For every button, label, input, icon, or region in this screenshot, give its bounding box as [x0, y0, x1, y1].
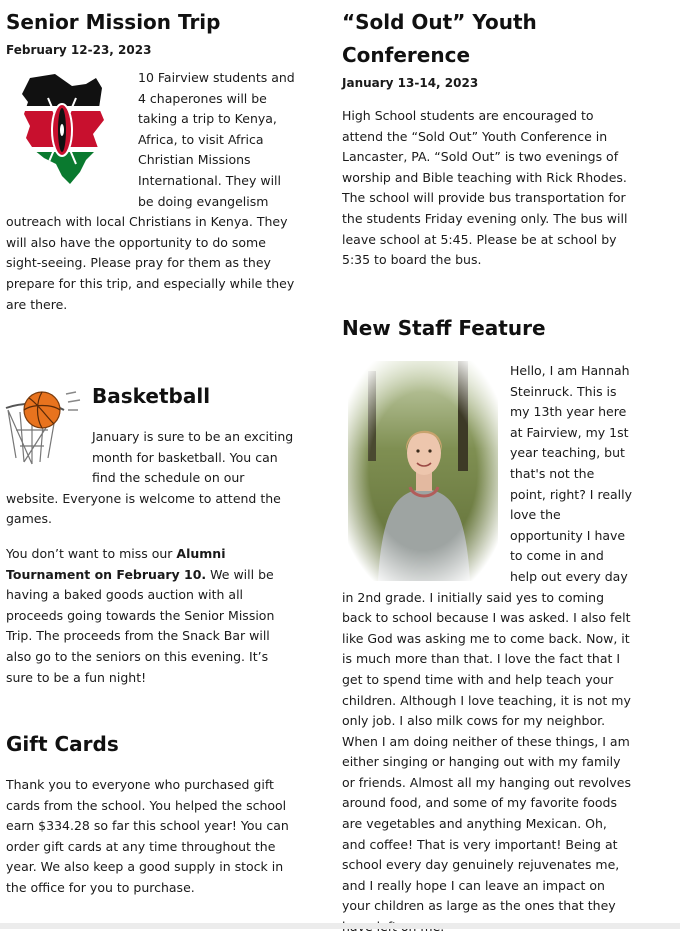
conference-date: January 13-14, 2023 [342, 76, 479, 90]
staff-title: New Staff Feature [342, 316, 546, 340]
kenya-flag-map-icon [0, 68, 138, 198]
basketball-section [6, 380, 298, 688]
mission-date: February 12-23, 2023 [6, 43, 152, 57]
basketball-body-1: January is sure to be an exciting month for basketball. You can find the schedule on our website. Everyone is welcome to attend the games. [6, 429, 294, 527]
page-bottom-edge [0, 923, 680, 929]
giftcards-body: Thank you to everyone who purchased gift cards from the school. You helped the school earn $334.28 so far this school year! You can order gift cards at any time throughout the year. We also keep a good supply in stock in the office for you to purchase. [6, 777, 289, 895]
conference-title: “Sold Out” Youth Conference [342, 10, 537, 67]
basketball-hoop-icon [2, 380, 92, 470]
conference-body: High School students are encouraged to attend the “Sold Out” Youth Conference in Lancaster, PA. “Sold Out” is two evenings of worship and Bible teaching with Rick Rhodes. The school will provide bus transportation for the students Friday evening only. The bus will leave school at 5:45. Please be at school by 5:35 to board the bus. [342, 108, 628, 268]
alumni-tournament-highlight: Alumni Tournament on February 10. [6, 545, 226, 582]
basketball-title: Basketball [92, 384, 211, 408]
senior-mission-section [6, 6, 298, 315]
staff-portrait-photo [348, 361, 498, 581]
staff-section [342, 312, 634, 938]
mission-title: Senior Mission Trip [6, 10, 221, 34]
mission-body: 10 Fairview students and 4 chaperones will be taking a trip to Kenya, Africa, to visit Africa Christian Missions International. They will be doing evangelism outreach with local Christians in Kenya. They will also have the opportunity to do some sight-seeing. Please pray for them as they prepare for this trip, and especially while they are there. [6, 70, 295, 312]
conference-section [342, 6, 634, 271]
basketball-body-2: You don’t want to miss our Alumni Tournament on February 10. We will be having a baked goods auction with all proceeds going towards the Senior Mission Trip. The proceeds from the Snack Bar will also go to the seniors on this evening. It’s sure to be a fun night! [6, 545, 275, 685]
giftcards-title: Gift Cards [6, 732, 119, 756]
gift-cards-section [6, 728, 298, 899]
staff-body: Hello, I am Hannah Steinruck. This is my 13th year here at Fairview, my 1st year teaching, but that's not the point, right? I really love the opportunity I have to come in and help out every day in 2nd grade. I initially said yes to coming back to school because I was asked. I also felt like God was asking me to come back. Now, it is much more than that. I love the fact that I get to spend time with and help teach your children. Although I love teaching, it is not my only job. I also milk cows for my neighbor. When I am doing neither of these things, I am either singing or hanging out with my family or friends. Almost all my hanging out revolves around food, and some of my favorite foods are vegetables and anything Mexican. Oh, and coffee! That is very important! Being at school every day genuinely rejuvenates me, and I really hope I can leave an impact on your children as large as the ones that they [342, 363, 633, 914]
